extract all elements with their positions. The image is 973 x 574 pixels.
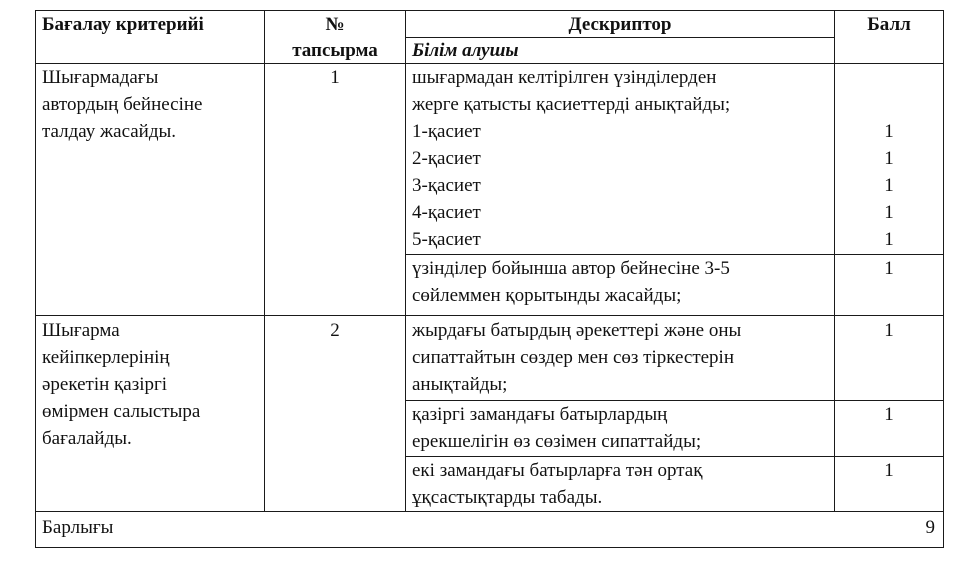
row1-descriptor-line: үзінділер бойынша автор бейнесіне 3-5 (412, 258, 730, 279)
row2-descriptor-line: ерекшелігін өз сөзімен сипаттайды; (412, 431, 702, 452)
row1-criteria-line: Шығармадағы (42, 67, 159, 88)
row1-descriptor-line: 2-қасиет (412, 148, 481, 169)
row2-criteria-line: бағалайды. (42, 428, 132, 449)
row1-bottom-line (35, 315, 944, 316)
row1-descriptor-line: жерге қатысты қасиеттерді анықтайды; (412, 94, 731, 115)
row2-bottom-line (35, 511, 944, 512)
total-value: 9 (925, 517, 935, 538)
row1-score: 1 (884, 229, 894, 250)
header-descriptor: Дескриптор (568, 14, 672, 35)
table-border-left (35, 10, 36, 548)
row1-descriptor-line: 3-қасиет (412, 175, 481, 196)
row1-criteria-line: талдау жасайды. (42, 121, 177, 142)
row2-descriptor-line: сипаттайтын сөздер мен сөз тіркестерін (412, 347, 735, 368)
column-divider-2 (405, 10, 406, 512)
row2-criteria-line: өмірмен салыстыра (42, 401, 201, 422)
header-task-number: № (325, 14, 345, 35)
row1-descriptor-line: сөйлеммен қорытынды жасайды; (412, 285, 682, 306)
row2-descriptor-line: жырдағы батырдың әрекеттері және оны (412, 320, 742, 341)
row1-score: 1 (884, 121, 894, 142)
row2-descriptor-line: ұқсастықтарды табады. (412, 487, 603, 508)
header-task-word: тапсырма (292, 40, 378, 61)
row1-task-number: 1 (330, 67, 340, 88)
row1-score: 1 (884, 175, 894, 196)
row1-criteria-line: автордың бейнесіне (42, 94, 203, 115)
row1-score: 1 (884, 202, 894, 223)
row2-score: 1 (884, 404, 894, 425)
header-learner: Білім алушы (412, 40, 519, 61)
table-border-right (943, 10, 944, 548)
row2-criteria-line: кейіпкерлерінің (42, 347, 170, 368)
row2-criteria-line: әрекетін қазіргі (42, 374, 168, 395)
row1-descriptor-line: 5-қасиет (412, 229, 481, 250)
row2-descriptor-line: анықтайды; (412, 374, 508, 395)
row2-score: 1 (884, 320, 894, 341)
row2-score: 1 (884, 460, 894, 481)
header-criteria: Бағалау критерийі (42, 14, 204, 35)
table-border-bottom (35, 547, 944, 548)
row1-score: 1 (884, 148, 894, 169)
row1-descriptor-line: 4-қасиет (412, 202, 481, 223)
row2-descriptor-line: екі замандағы батырларға тән ортақ (412, 460, 703, 481)
row1-descriptor-line: шығармадан келтірілген үзінділерден (412, 67, 717, 88)
row1-score: 1 (884, 258, 894, 279)
row2-task-number: 2 (330, 320, 340, 341)
header-score: Балл (867, 14, 911, 35)
row2-descriptor-line: қазіргі замандағы батырлардың (412, 404, 668, 425)
row1-descriptor-line: 1-қасиет (412, 121, 481, 142)
total-label: Барлығы (42, 517, 114, 538)
row2-criteria-line: Шығарма (42, 320, 120, 341)
